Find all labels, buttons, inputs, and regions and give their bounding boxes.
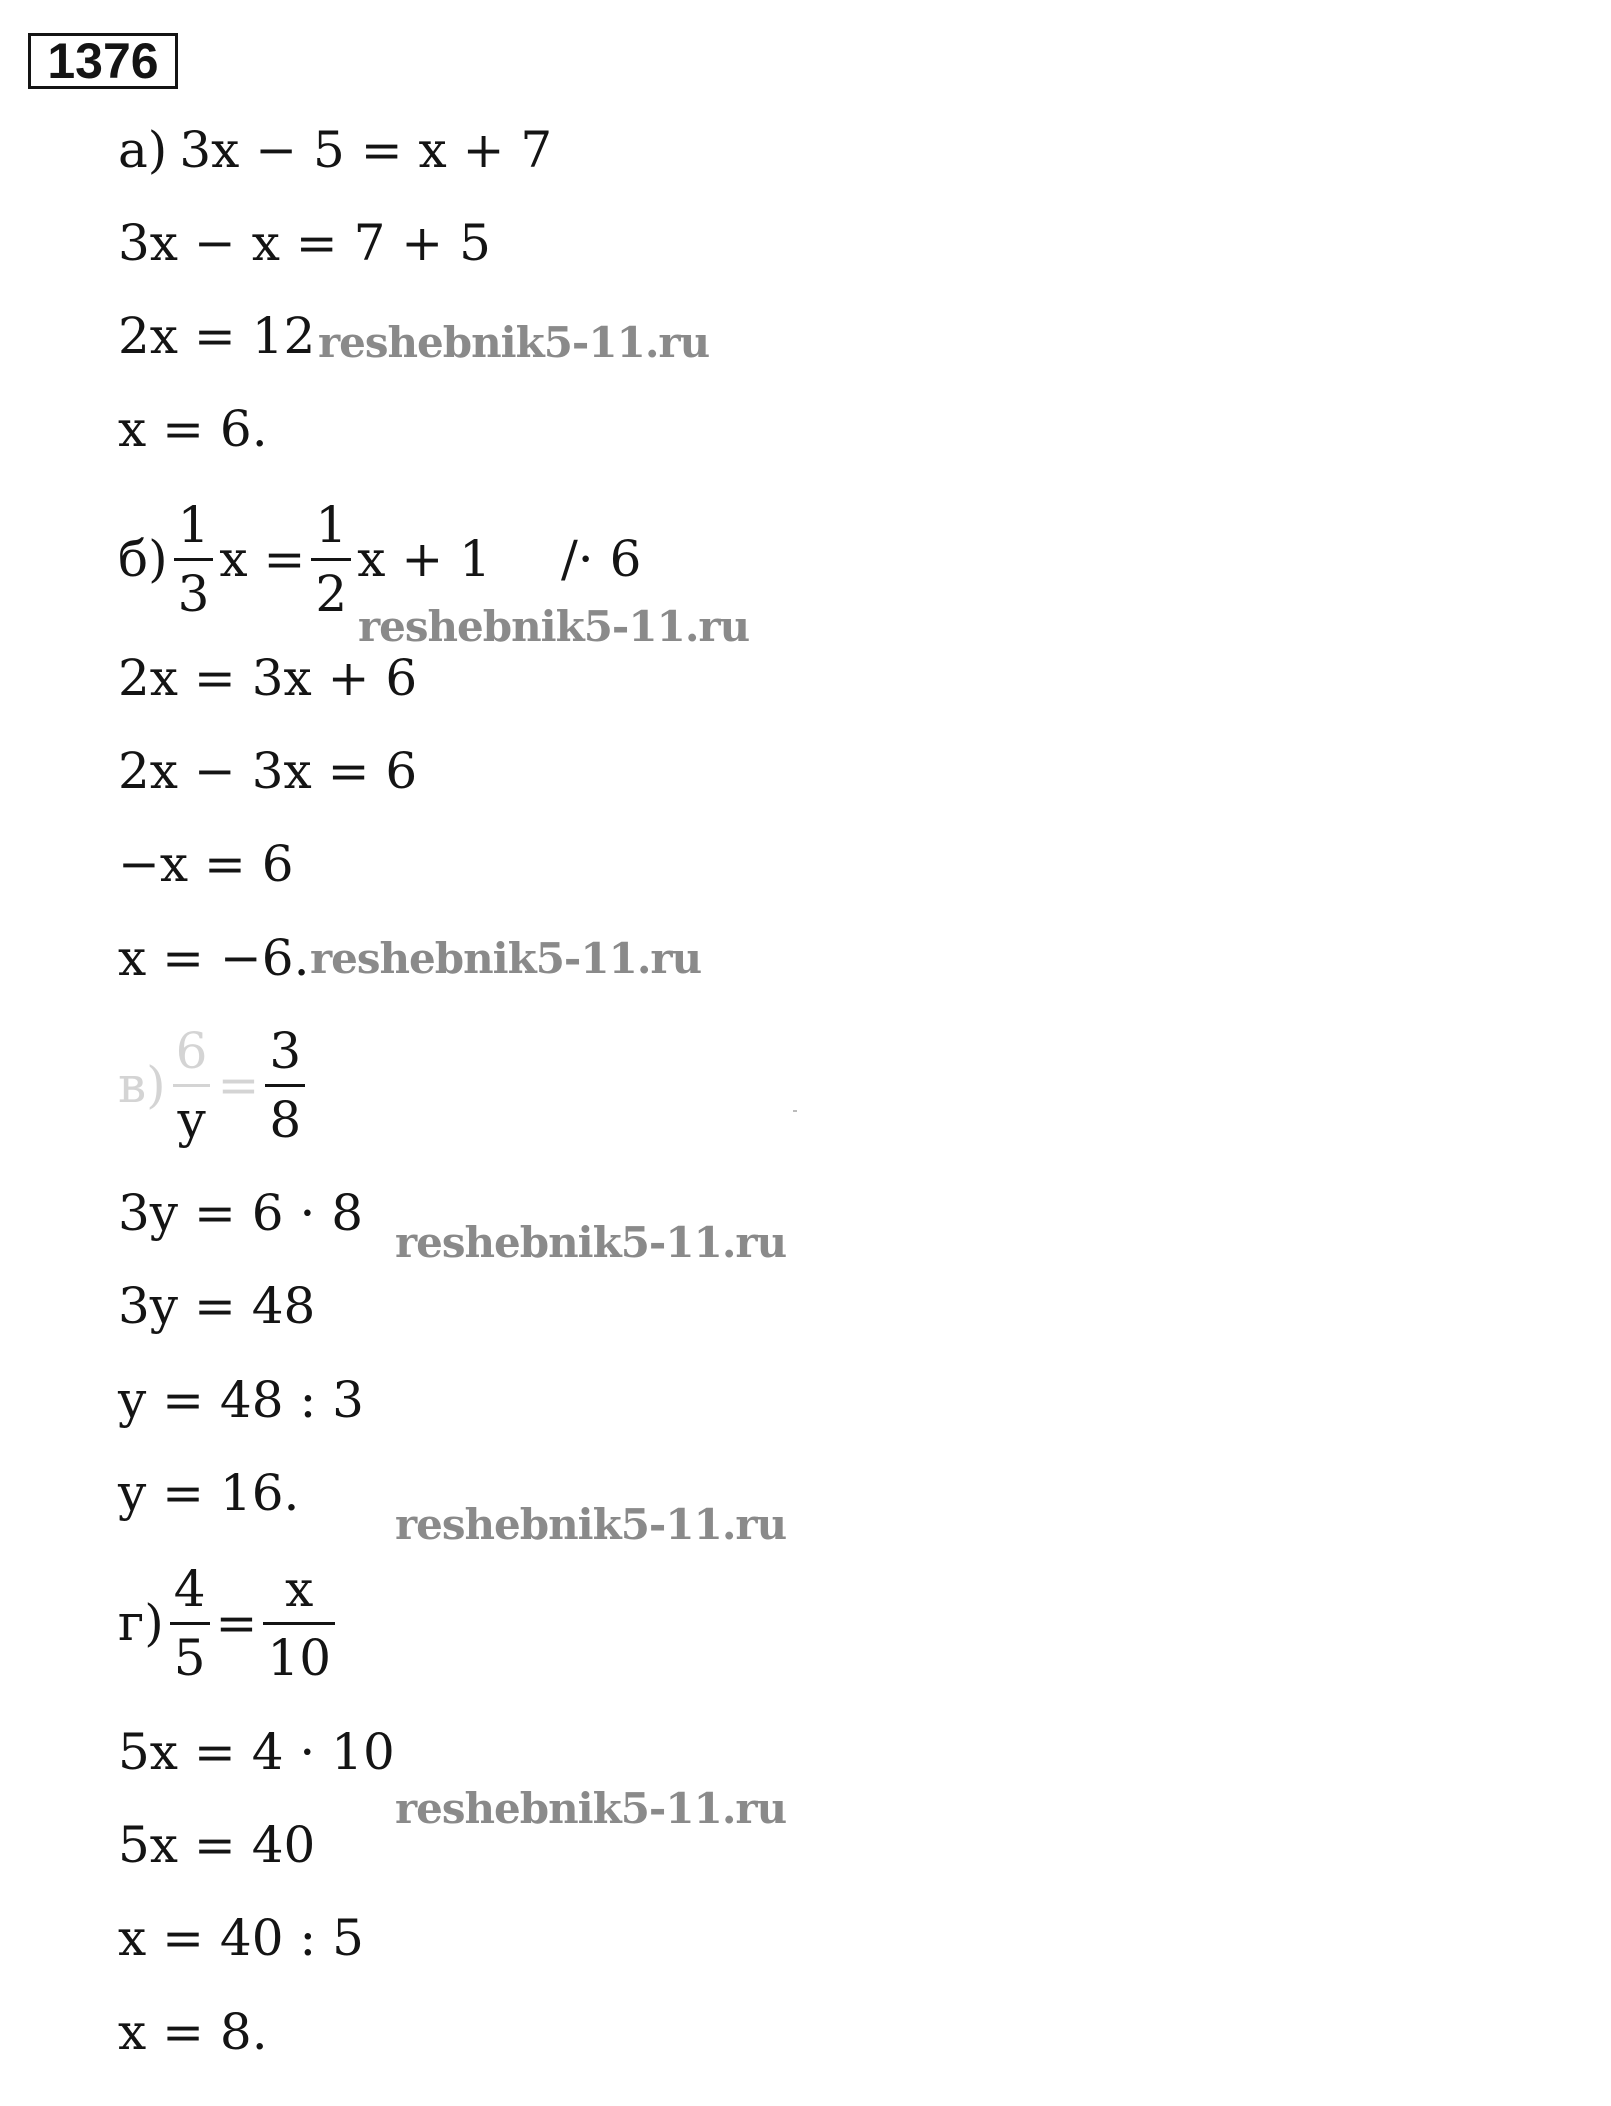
fraction-denominator: 8 xyxy=(265,1084,305,1145)
part-a-line-3: 2x = 12 xyxy=(118,307,316,365)
fraction-denominator: 3 xyxy=(174,558,214,619)
watermark: reshebnik5-11.ru xyxy=(358,602,750,651)
fraction-denominator: 2 xyxy=(311,558,351,619)
equals-sign: = xyxy=(217,1056,260,1114)
part-b-tail: x + 1 xyxy=(357,530,491,588)
part-b-line-3: −x = 6 xyxy=(118,835,294,893)
part-g-equation xyxy=(118,1558,341,1688)
fraction-numerator: 3 xyxy=(269,1021,302,1080)
problem-number: 1376 xyxy=(28,33,178,89)
fraction-numerator: 6 xyxy=(175,1021,208,1080)
fraction-denominator: y xyxy=(173,1084,209,1145)
fraction-six-over-y xyxy=(172,1021,212,1149)
part-v-line-3: y = 48 : 3 xyxy=(118,1371,364,1429)
part-b-line-2: 2x − 3x = 6 xyxy=(118,742,418,800)
fraction-one-third xyxy=(174,495,214,623)
part-v-line-2: 3y = 48 xyxy=(118,1277,316,1335)
fraction-denominator: 5 xyxy=(170,1622,210,1683)
fraction-numerator: 1 xyxy=(177,495,210,554)
fraction-numerator: x xyxy=(285,1559,314,1618)
part-g-line-2: 5x = 40 xyxy=(118,1816,316,1874)
part-a-line-4: x = 6. xyxy=(118,400,268,458)
part-g-line-4: x = 8. xyxy=(118,2003,268,2061)
part-b-line-1: 2x = 3x + 6 xyxy=(118,649,418,707)
watermark: reshebnik5-11.ru xyxy=(395,1500,787,1549)
part-a-line-2: 3x − x = 7 + 5 xyxy=(118,214,491,272)
part-v-equation xyxy=(118,1020,311,1150)
watermark: reshebnik5-11.ru xyxy=(310,934,702,983)
fraction-denominator: 10 xyxy=(263,1622,335,1683)
fraction-four-fifths xyxy=(170,1559,210,1687)
part-a-line-1: 3x − 5 = x + 7 xyxy=(179,121,553,179)
part-g-label: г) xyxy=(118,1594,164,1652)
part-a-equation xyxy=(118,120,552,180)
part-g-line-1: 5x = 4 · 10 xyxy=(118,1723,395,1781)
fraction-numerator: 1 xyxy=(315,495,348,554)
fraction-three-eighths xyxy=(265,1021,305,1149)
fraction-numerator: 4 xyxy=(173,1559,206,1618)
equals-sign: = xyxy=(215,1594,258,1652)
watermark: reshebnik5-11.ru xyxy=(318,318,710,367)
fraction-x-over-ten xyxy=(263,1559,335,1687)
part-b-label: б) xyxy=(118,530,168,588)
part-b-multiplier: /· 6 xyxy=(560,530,642,588)
scan-speck xyxy=(793,1110,797,1112)
part-g-line-3: x = 40 : 5 xyxy=(118,1909,364,1967)
fraction-one-half xyxy=(311,495,351,623)
part-b-middle: x = xyxy=(219,530,306,588)
part-v-line-4: y = 16. xyxy=(118,1464,300,1522)
part-a-label: а) xyxy=(118,121,168,179)
part-v-line-1: 3y = 6 · 8 xyxy=(118,1184,364,1242)
part-v-label: в) xyxy=(118,1056,166,1114)
part-b-line-4: x = −6. xyxy=(118,929,310,987)
watermark: reshebnik5-11.ru xyxy=(395,1784,787,1833)
watermark: reshebnik5-11.ru xyxy=(395,1218,787,1267)
